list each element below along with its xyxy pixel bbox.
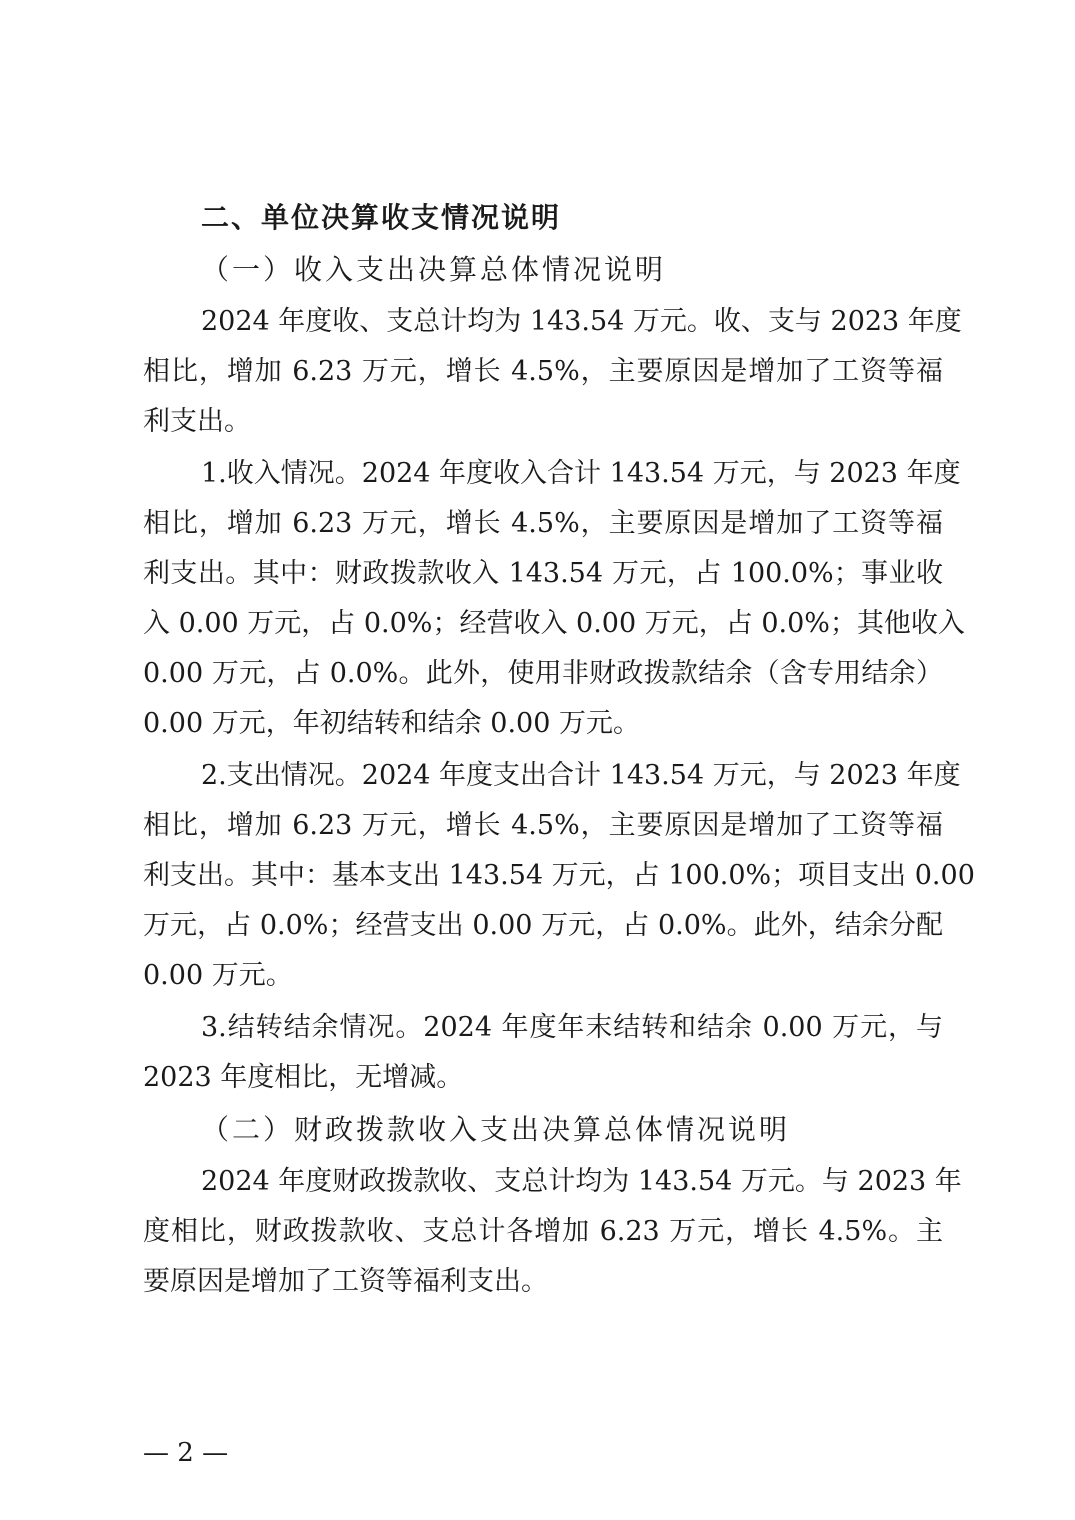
section-heading: 二、单位决算收支情况说明 bbox=[201, 201, 562, 234]
paragraph-line: 2023 年度相比，无增减。 bbox=[143, 1062, 464, 1093]
paragraph-line: 相比，增加 6.23 万元，增长 4.5%，主要原因是增加了工资等福 bbox=[143, 508, 943, 539]
paragraph-line: 利支出。其中：基本支出 143.54 万元，占 100.0%；项目支出 0.00 bbox=[143, 860, 975, 891]
paragraph-line: 入 0.00 万元，占 0.0%；经营收入 0.00 万元，占 0.0%；其他收入 bbox=[143, 608, 965, 639]
paragraph-line: 0.00 万元，年初结转和结余 0.00 万元。 bbox=[143, 708, 640, 739]
paragraph-line: 1.收入情况。2024 年度收入合计 143.54 万元，与 2023 年度 bbox=[201, 458, 961, 489]
paragraph-line: 度相比，财政拨款收、支总计各增加 6.23 万元，增长 4.5%。主 bbox=[143, 1216, 943, 1247]
paragraph-line: 利支出。 bbox=[143, 406, 251, 437]
paragraph-line: 2.支出情况。2024 年度支出合计 143.54 万元，与 2023 年度 bbox=[201, 760, 961, 791]
paragraph-line: 0.00 万元，占 0.0%。此外，使用非财政拨款结余（含专用结余） bbox=[143, 658, 943, 689]
paragraph-line: 要原因是增加了工资等福利支出。 bbox=[143, 1266, 548, 1297]
paragraph-line: 3.结转结余情况。2024 年度年末结转和结余 0.00 万元，与 bbox=[201, 1012, 943, 1043]
paragraph-line: 2024 年度财政拨款收、支总计均为 143.54 万元。与 2023 年 bbox=[201, 1166, 962, 1197]
page-number: — 2 — bbox=[143, 1438, 229, 1468]
paragraph-line: 相比，增加 6.23 万元，增长 4.5%，主要原因是增加了工资等福 bbox=[143, 356, 943, 387]
paragraph-line: 万元，占 0.0%；经营支出 0.00 万元，占 0.0%。此外，结余分配 bbox=[143, 910, 943, 941]
paragraph-line: 2024 年度收、支总计均为 143.54 万元。收、支与 2023 年度 bbox=[201, 306, 962, 337]
subsection-1-heading: （一）收入支出决算总体情况说明 bbox=[201, 253, 667, 286]
paragraph-line: 0.00 万元。 bbox=[143, 960, 293, 991]
paragraph-line: 相比，增加 6.23 万元，增长 4.5%，主要原因是增加了工资等福 bbox=[143, 810, 943, 841]
subsection-2-heading: （二）财政拨款收入支出决算总体情况说明 bbox=[201, 1113, 791, 1146]
paragraph-line: 利支出。其中：财政拨款收入 143.54 万元，占 100.0%；事业收 bbox=[143, 558, 943, 589]
